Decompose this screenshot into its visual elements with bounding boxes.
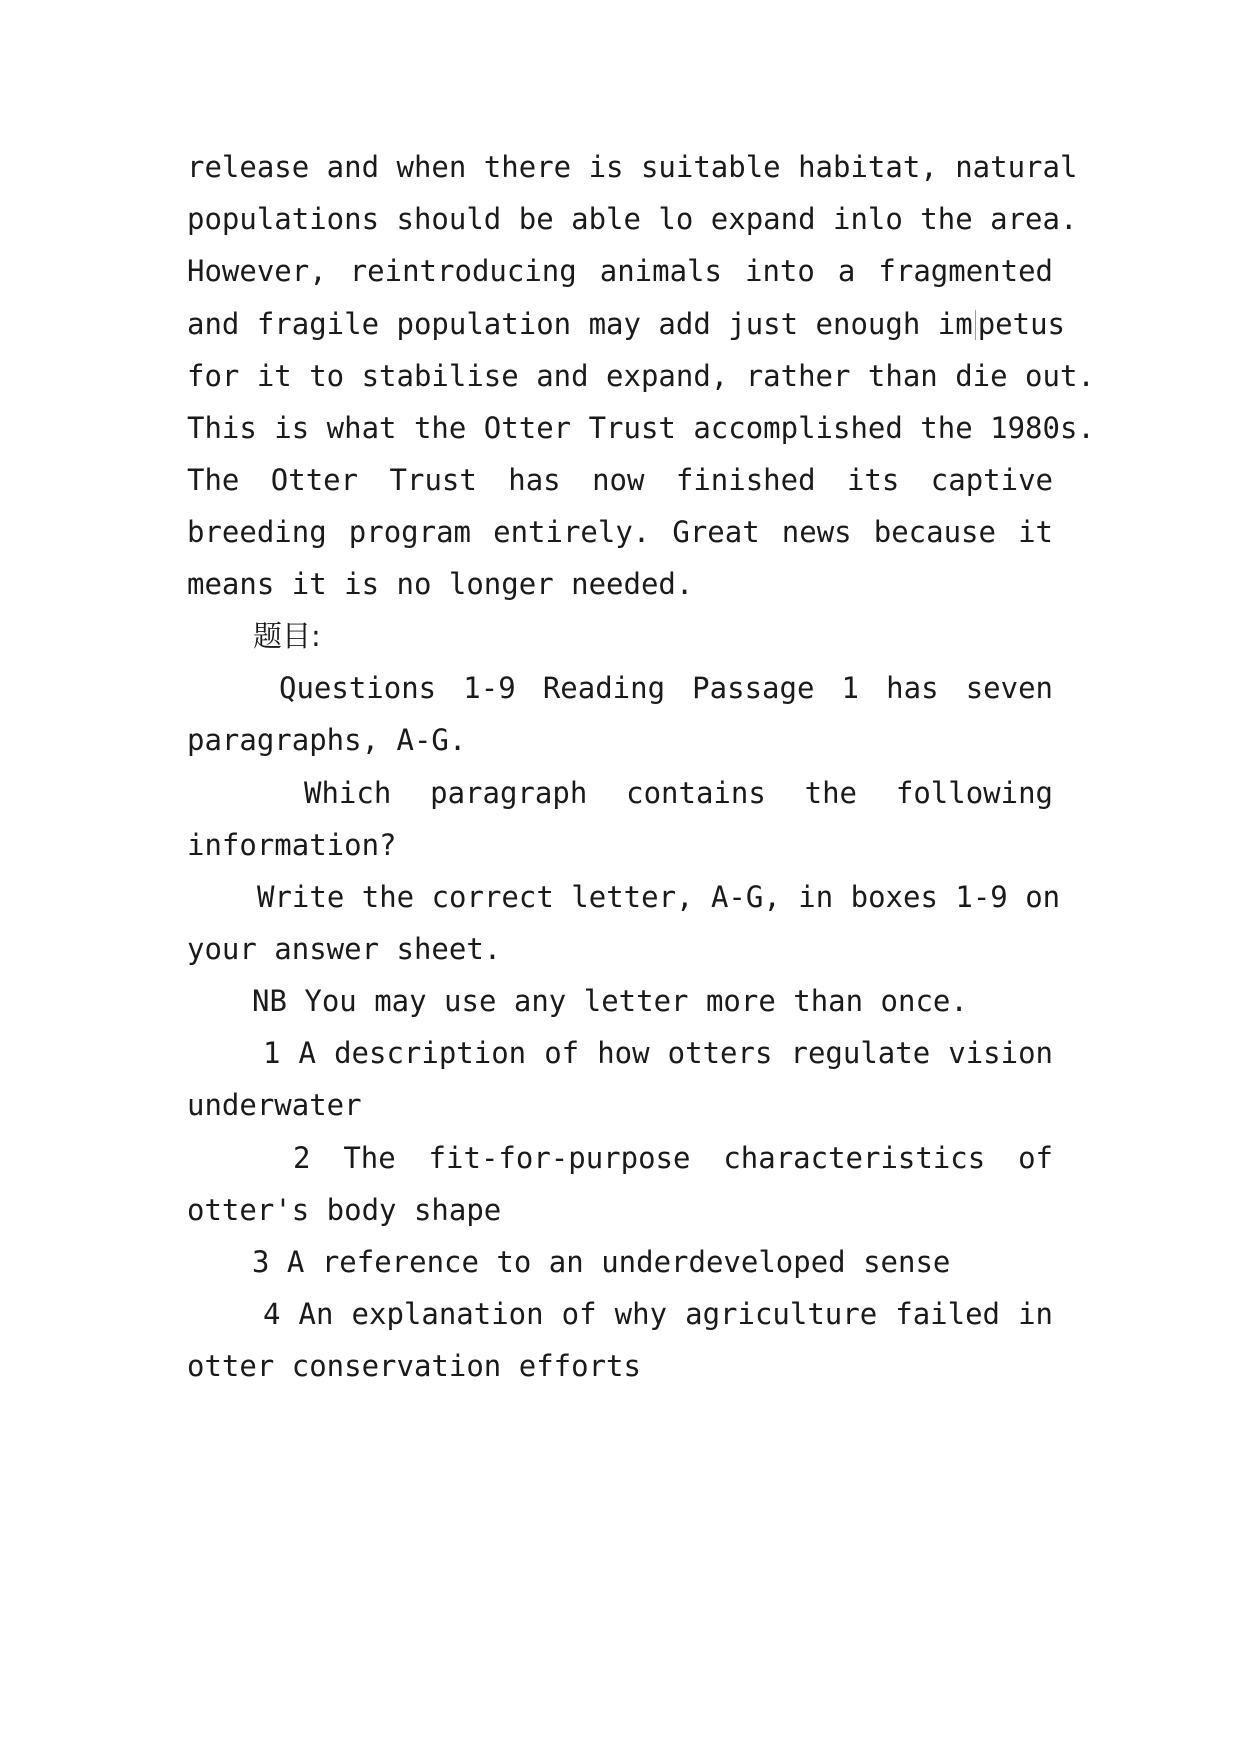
- passage-line: This is what the Otter Trust accomplished the 1980s.: [187, 411, 1095, 445]
- text-cursor-mark: [975, 310, 976, 340]
- instruction-line: Questions 1-9 Reading Passage 1 has seven: [279, 671, 1053, 705]
- question-item: 3 A reference to an underdeveloped sense: [252, 1245, 951, 1279]
- question-item: 1 A description of how otters regulate vision: [263, 1036, 1053, 1070]
- passage-line: for it to stabilise and expand, rather than die out.: [187, 359, 1095, 393]
- question-item-continuation: underwater: [187, 1088, 362, 1122]
- passage-line: [187, 304, 1065, 344]
- questions-heading: 题目:: [253, 619, 321, 653]
- passage-line: However, reintroducing animals into a fragmented: [187, 254, 1053, 288]
- passage-line: The Otter Trust has now finished its captive: [187, 463, 1053, 497]
- question-item: 4 An explanation of why agriculture failed in: [263, 1297, 1053, 1331]
- instruction-line: your answer sheet.: [187, 932, 502, 966]
- passage-line: breeding program entirely. Great news because it: [187, 515, 1053, 549]
- passage-line: populations should be able lo expand inlo the area.: [187, 202, 1078, 236]
- instruction-line: paragraphs, A-G.: [187, 723, 467, 757]
- passage-line: means it is no longer needed.: [187, 567, 694, 601]
- passage-line-part: petus: [977, 307, 1065, 341]
- instruction-line: Which paragraph contains the following: [304, 776, 1053, 810]
- instruction-line: NB You may use any letter more than once.: [252, 984, 968, 1018]
- question-item-continuation: otter conservation efforts: [187, 1349, 641, 1383]
- question-item-continuation: otter's body shape: [187, 1193, 502, 1227]
- question-item: 2 The fit-for-purpose characteristics of: [293, 1141, 1053, 1175]
- instruction-line: Write the correct letter, A-G, in boxes 1-9 on: [257, 880, 1061, 914]
- instruction-line: information?: [187, 828, 397, 862]
- passage-line-part: and fragile population may add just enough im: [187, 307, 973, 341]
- passage-line: release and when there is suitable habitat, natural: [187, 150, 1078, 184]
